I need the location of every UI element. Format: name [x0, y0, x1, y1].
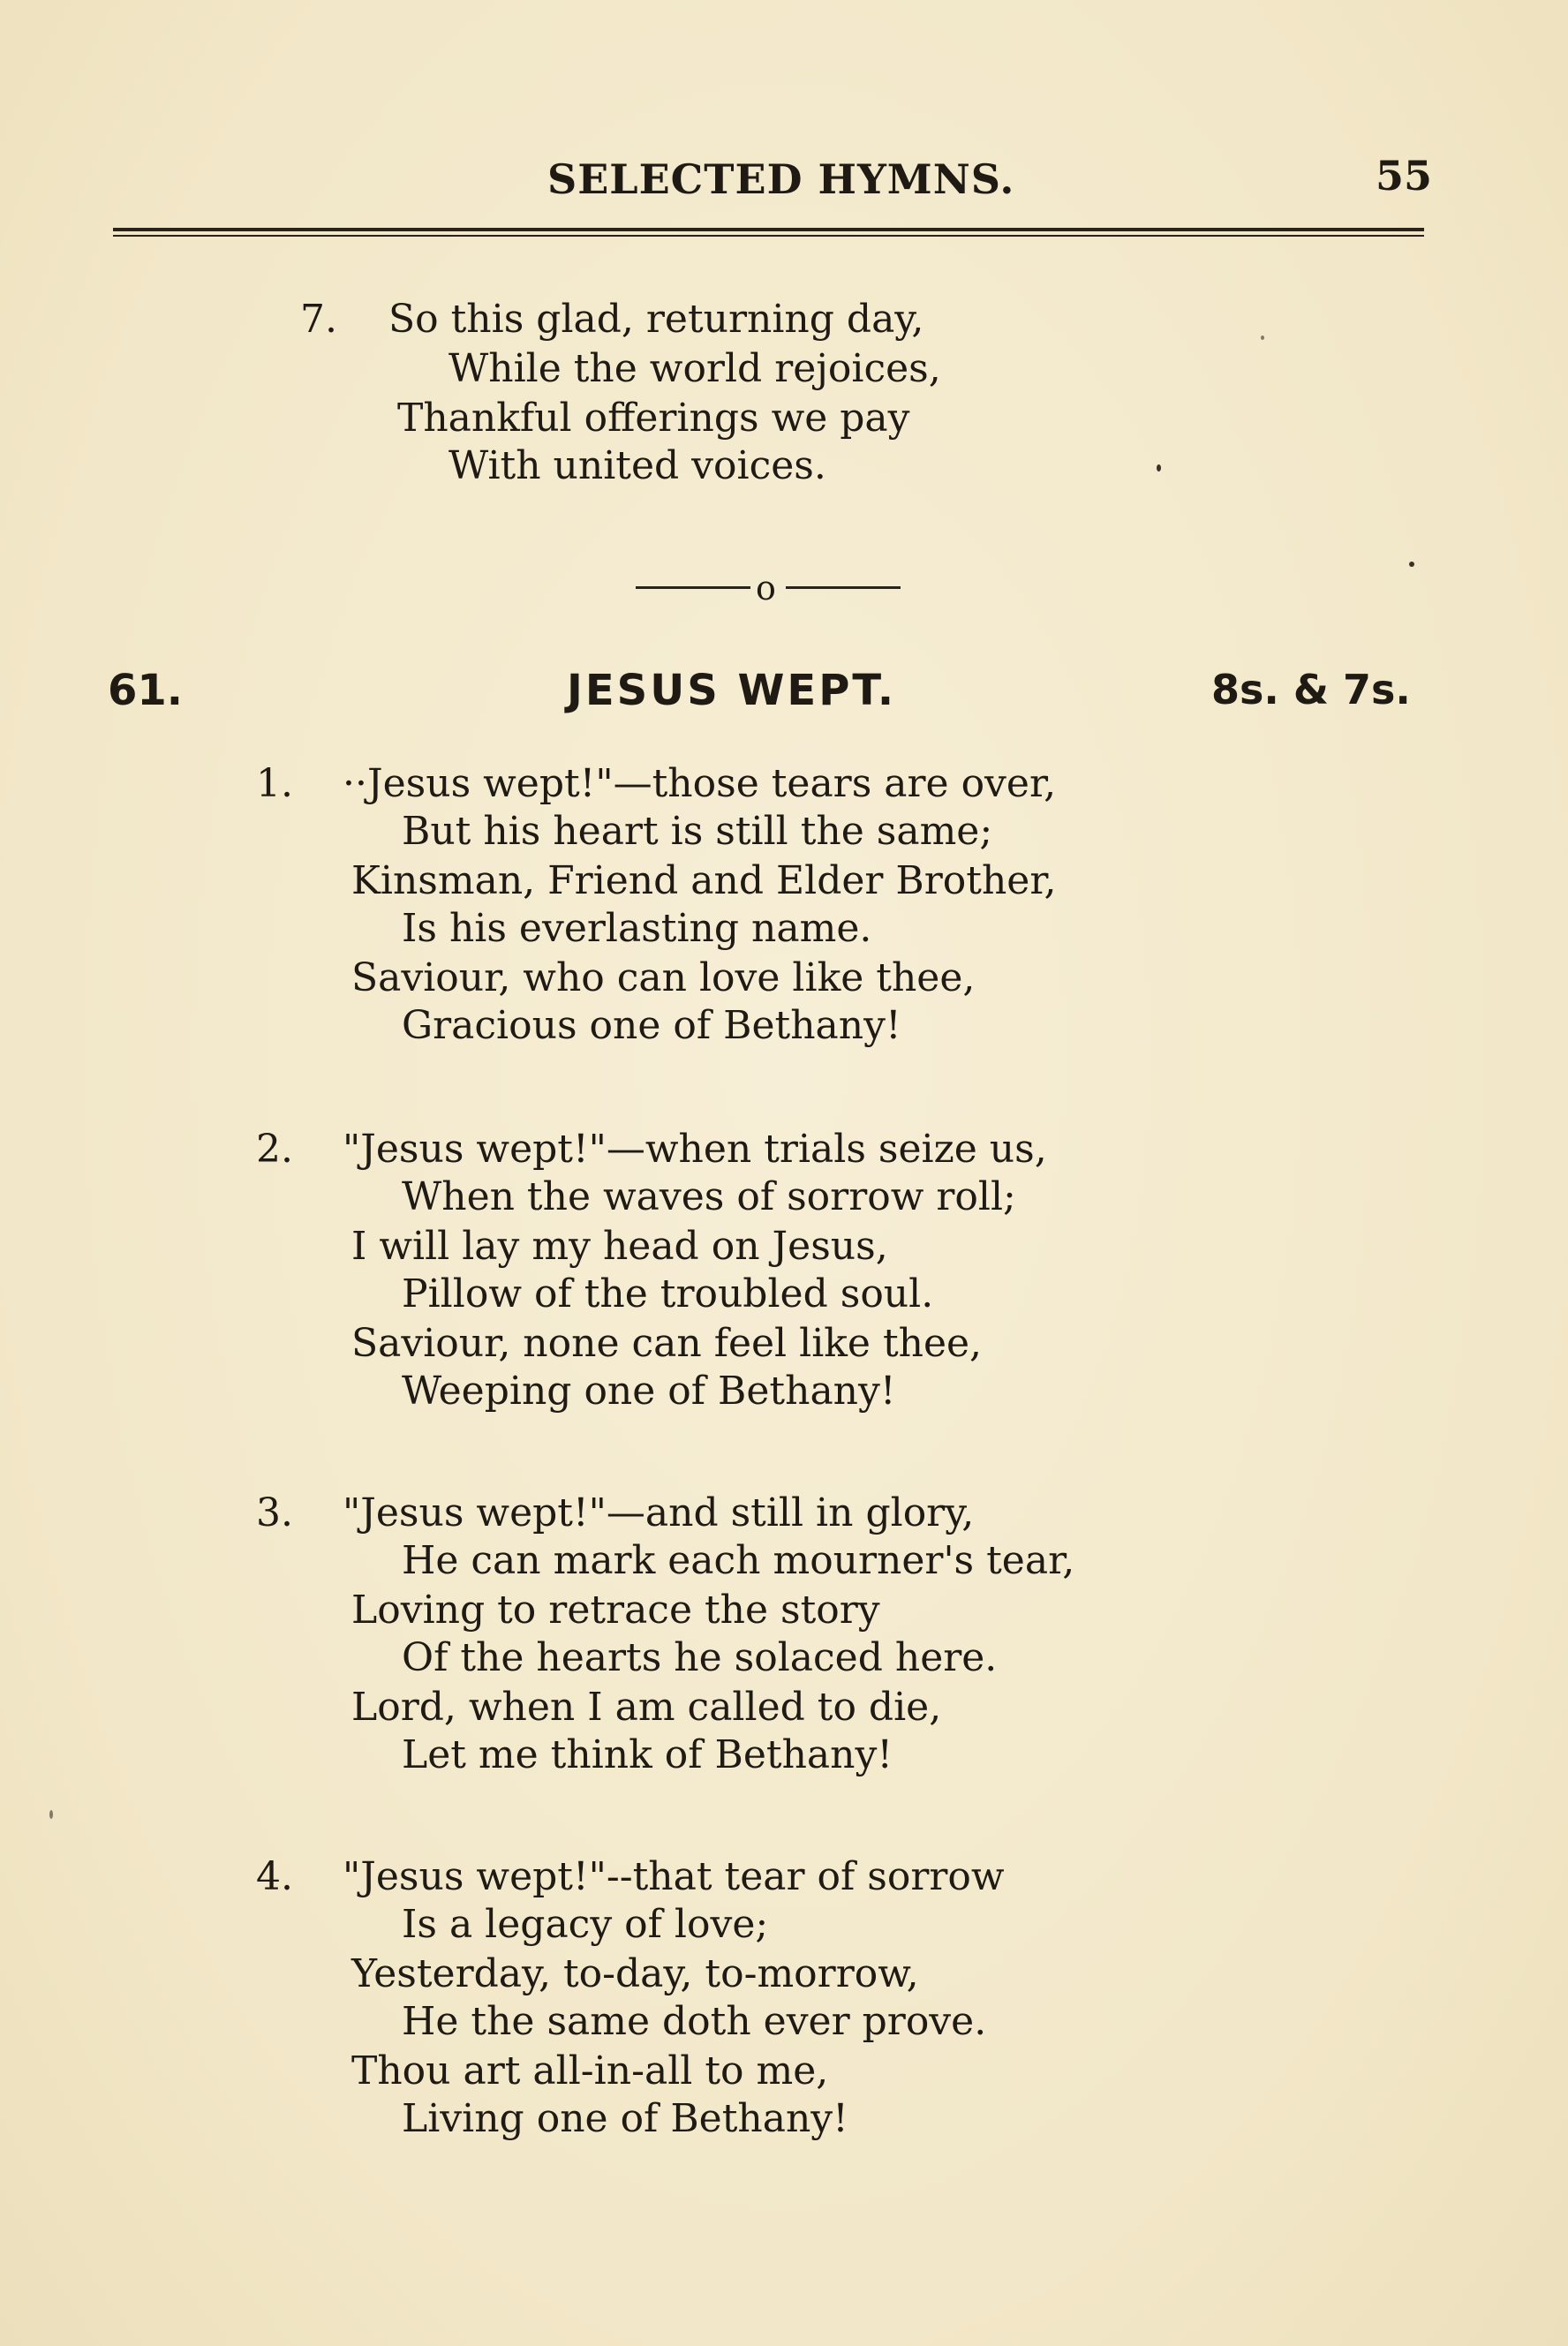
header-rule-thin [113, 235, 1424, 237]
verse-line: Living one of Bethany! [402, 2096, 848, 2141]
divider-dash [636, 586, 750, 589]
verse-line: Kinsman, Friend and Elder Brother, [351, 858, 1057, 903]
verse-number: 3. [256, 1490, 293, 1535]
running-title: SELECTED HYMNS. [547, 155, 1015, 203]
verse-line: "Jesus wept!"—when trials seize us, [343, 1127, 1047, 1172]
hymn-meter: 8s. & 7s. [1211, 666, 1411, 713]
verse-line: But his heart is still the same; [402, 809, 993, 854]
page-number: 55 [1376, 152, 1433, 200]
paper-speck [1409, 562, 1414, 567]
verse-line: Thankful offerings we pay [397, 396, 910, 441]
verse-line: While the world rejoices, [449, 346, 941, 391]
verse-line: Thou art all-in-all to me, [351, 2048, 829, 2093]
verse-line: So this glad, returning day, [388, 297, 924, 342]
verse-line: Lord, when I am called to die, [351, 1685, 942, 1730]
paper-speck [49, 1810, 53, 1819]
header-rule [113, 228, 1424, 231]
verse-line: Yesterday, to-day, to-morrow, [351, 1951, 919, 1996]
verse-line: Is his everlasting name. [402, 906, 872, 951]
verse-line: Saviour, who can love like thee, [351, 955, 976, 1000]
verse-line: I will lay my head on Jesus, [351, 1224, 888, 1269]
section-divider [636, 565, 901, 609]
divider-dash [786, 586, 901, 589]
verse-line: Loving to retrace the story [351, 1588, 880, 1633]
verse-line: With united voices. [449, 443, 826, 488]
verse-line: Let me think of Bethany! [402, 1732, 893, 1777]
verse-number: 2. [256, 1127, 293, 1172]
verse-line: Pillow of the troubled soul. [402, 1271, 934, 1316]
verse-number: 7. [300, 297, 337, 342]
hymn-number: 61. [108, 666, 184, 715]
verse-line: Of the hearts he solaced here. [402, 1635, 998, 1680]
verse-number: 1. [256, 761, 293, 806]
paper-speck [1261, 336, 1264, 340]
hymn-title: JESUS WEPT. [567, 666, 897, 715]
paper-speck [1157, 464, 1161, 471]
verse-line: Gracious one of Bethany! [402, 1003, 901, 1048]
verse-line: He can mark each mourner's tear, [402, 1538, 1075, 1583]
verse-line: "Jesus wept!"—and still in glory, [343, 1490, 975, 1535]
verse-line: Is a legacy of love; [402, 1902, 769, 1947]
verse-line: ··Jesus wept!"—those tears are over, [343, 761, 1057, 806]
verse-line: He the same doth ever prove. [402, 1999, 987, 2044]
verse-line: "Jesus wept!"--that tear of sorrow [343, 1854, 1005, 1899]
verse-number: 4. [256, 1854, 293, 1899]
verse-line: When the waves of sorrow roll; [402, 1174, 1016, 1219]
divider-ornament: o [756, 569, 776, 607]
verse-line: Weeping one of Bethany! [402, 1369, 896, 1414]
verse-line: Saviour, none can feel like thee, [351, 1321, 983, 1366]
